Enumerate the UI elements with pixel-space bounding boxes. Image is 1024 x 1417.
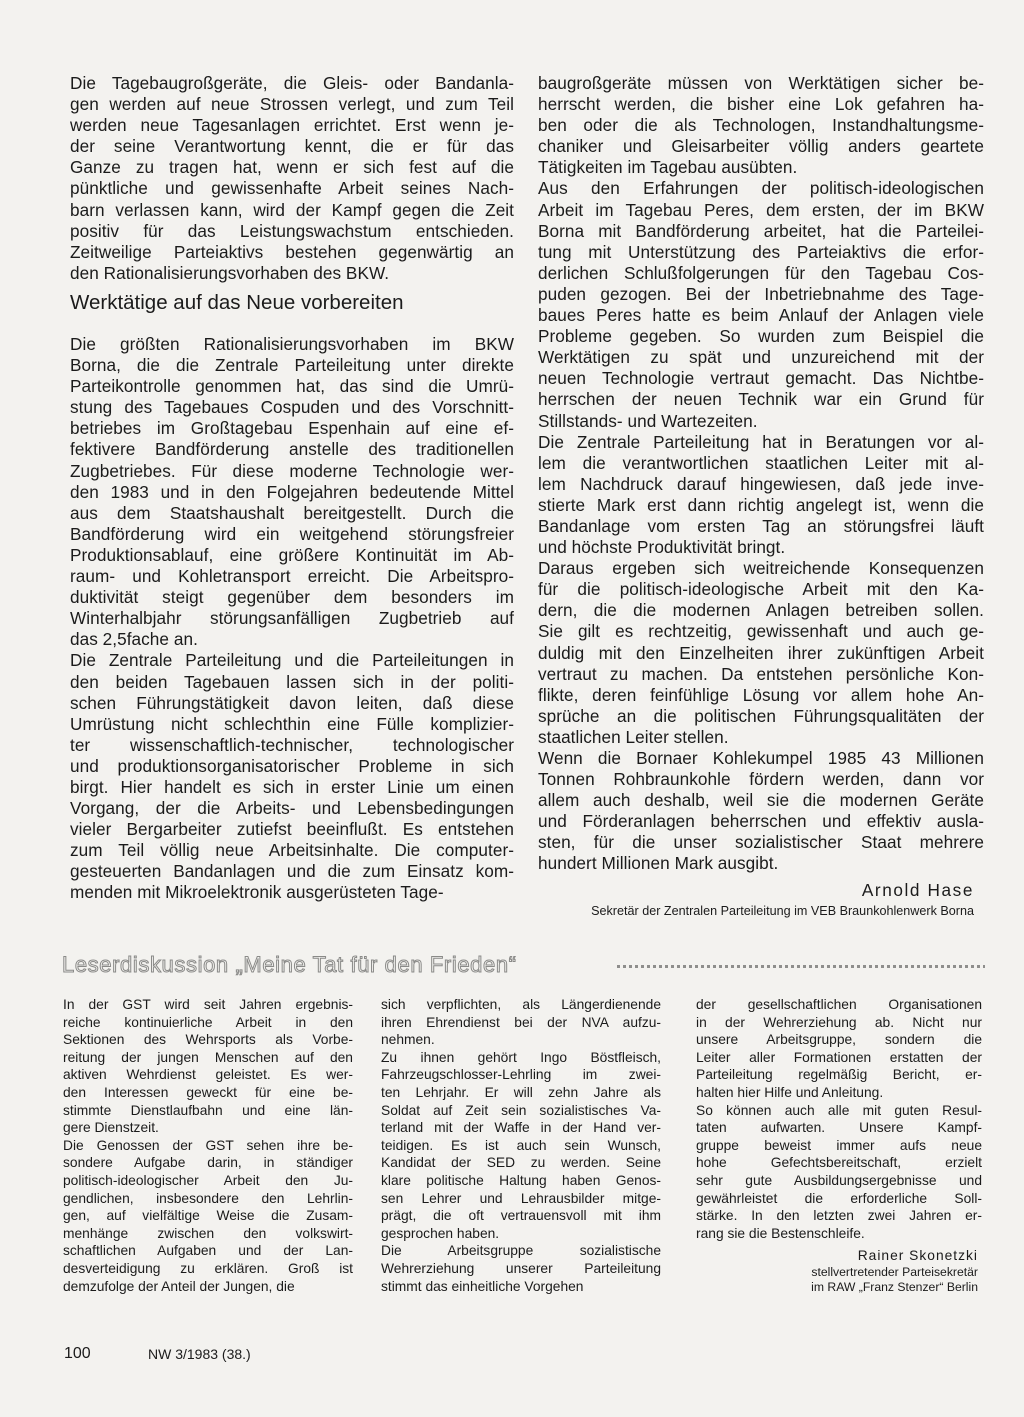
text-line: Wenn die Bornaer Kohlekumpel 1985 43 Millionen — [538, 748, 984, 768]
text-line: stärke. In den letzten zwei Jahren er- — [696, 1208, 982, 1224]
text-line: zum Teil völlig neue Arbeitsinhalte. Die computer- — [70, 840, 514, 861]
text-line: klare politische Haltung haben Genos- — [381, 1172, 661, 1188]
text-line: dern, die die modernen Anlagen betreiben sollen. — [538, 600, 984, 621]
text-line: schaftlichen Aufgaben und der Lan- — [63, 1243, 353, 1259]
text-line: lem die verantwortlichen staatlichen Leiter mit al- — [538, 452, 984, 473]
text-line: stierte Mark erst dann richtig angelegt ist, wenn die — [538, 494, 984, 515]
text-line: teidigen. Es ist auch sein Wunsch, — [381, 1137, 661, 1153]
text-line: ihren Ehrendienst bei der NVA aufzu- — [381, 1014, 661, 1030]
text-line: Soldat auf Zeit sein sozialistisches Va- — [381, 1102, 661, 1118]
text-line: stung des Tagebaues Cospuden und des Vorschnitt- — [70, 397, 514, 418]
text-line: Aus den Erfahrungen der politisch-ideologischen — [538, 178, 984, 199]
reader-discussion-banner — [62, 948, 987, 988]
text-line: ben oder die als Technologen, Instandhaltungsme- — [538, 115, 984, 136]
text-line: Winterhalbjahr störungsanfälligen Zugbetrieb auf — [70, 608, 514, 629]
text-line: birgt. Hier handelt es sich in erster Linie um einen — [70, 776, 514, 797]
top-column-1-body — [70, 334, 514, 904]
text-line: Produktionsablauf, eine größere Kontinuität im Ab- — [70, 544, 514, 565]
page-number: 100 — [64, 1345, 91, 1362]
text-line: vertraut zu machen. Da entstehen persönliche Kon- — [538, 663, 984, 684]
text-line: So können auch alle mit guten Resul- — [696, 1102, 982, 1118]
text-line: Daraus ergeben sich weitreichende Konsequenzen — [538, 558, 984, 579]
text-line: schen Führungstätigkeit davon leiten, daß diese — [70, 692, 514, 713]
text-line: terland mit der Waffe in der Hand ver- — [381, 1120, 661, 1136]
text-line: gesteuerten Bandanlagen und die zum Einsatz kom- — [70, 861, 514, 882]
text-line: reitung der jungen Menschen auf den — [63, 1049, 353, 1065]
text-line: gesprochen haben. — [381, 1225, 500, 1241]
text-line: puden gezogen. Bei der Inbetriebnahme des Tage- — [538, 283, 984, 304]
text-line: allem auch deshalb, weil sie die modernen Geräte — [538, 790, 984, 811]
text-line: Vorgang, der die Arbeits- und Lebensbedingungen — [70, 798, 514, 819]
text-line: in der Wehrerziehung ab. Nicht nur — [696, 1014, 982, 1030]
bottom-column-2 — [381, 996, 661, 1295]
text-line: raum- und Kohletransport erreicht. Die Arbeitspro- — [70, 566, 514, 587]
bottom-column-1 — [63, 996, 353, 1295]
section-heading: Werktätige auf das Neue vorbereiten — [70, 291, 404, 314]
text-line: herrschen der neuen Technik war ein Grund für — [538, 389, 984, 410]
reader-signature — [696, 1247, 978, 1295]
text-line: Zeitweilige Parteiaktivs bestehen gegenwärtig an — [70, 241, 514, 262]
text-line: Kandidat der SED zu werden. Seine — [381, 1155, 661, 1171]
text-line: gere Dienstzeit. — [63, 1120, 159, 1136]
text-line: Werktätigen zu spät und unzureichend mit der — [538, 347, 984, 368]
text-line: desverteidigung zu erklären. Groß ist — [63, 1260, 353, 1276]
text-line: den beiden Tagebauen lassen sich in der politi- — [70, 671, 514, 692]
text-line: Borna, die die Zentrale Parteileitung unter direkte — [70, 355, 514, 376]
text-line: duldig mit den Einzelheiten ihrer zukünftigen Arbeit — [538, 642, 984, 663]
text-line: sondere Aufgabe darin, in ständiger — [63, 1155, 353, 1171]
text-line: und höchste Produktivität bringt. — [538, 537, 786, 558]
text-line: Fahrzeugschlosser-Lehrling im zwei- — [381, 1067, 661, 1083]
text-line: das 2,5fache an. — [70, 629, 198, 650]
text-line: hundert Millionen Mark ausgibt. — [538, 853, 779, 874]
text-line: Bandförderung wird ein weitgehend störungsfreier — [70, 523, 514, 544]
text-line: sen Lehrer und Lehrausbilder mitge- — [381, 1190, 661, 1206]
text-line: Die Zentrale Parteileitung hat in Beratungen vor al- — [538, 431, 984, 452]
text-line: derlichen Schlußfolgerungen für den Tagebau Cos- — [538, 262, 984, 283]
text-line: aktiven Wehrdienst geleistet. Es wer- — [63, 1067, 353, 1083]
text-line: barn verlassen kann, wird der Kampf gegen die Zeit — [70, 199, 514, 220]
text-line: stimmte Dienstlaufbahn und eine län- — [63, 1102, 353, 1118]
text-line: flikte, deren feinfühlige Lösung vor allem hohe An- — [538, 684, 984, 705]
text-line: gen werden auf neue Strossen verlegt, und zum Teil — [70, 94, 514, 115]
text-line: und produktionsorganisatorischer Probleme in sich — [70, 755, 514, 776]
text-line: pünktliche und gewissenhafte Arbeit seines Nach- — [70, 178, 514, 199]
text-line: den 1983 und in den Folgejahren bedeutende Mittel — [70, 481, 514, 502]
text-line: ten Lehrjahr. Er will zehn Jahre als — [381, 1084, 661, 1100]
text-line: sten, für die unser sozialistischer Staat mehrere — [538, 832, 984, 853]
issue-reference: NW 3/1983 (38.) — [148, 1346, 251, 1362]
bottom-column-3 — [696, 996, 982, 1242]
text-line: Zu ihnen gehört Ingo Böstfleisch, — [381, 1049, 661, 1065]
text-line: sprüche an die politischen Führungsqualitäten der — [538, 705, 984, 726]
text-line: Umrüstung nicht schlechthin eine Fülle komplizier- — [70, 713, 514, 734]
text-line: und Förderanlagen beherrschen und effektiv ausla- — [538, 811, 984, 832]
text-line: chaniker und Gleisarbeiter völlig anders geartete — [538, 136, 984, 157]
text-line: Bandanlage vom ersten Tag an störungsfrei läuft — [538, 515, 984, 536]
text-line: Stillstands- und Wartezeiten. — [538, 410, 758, 431]
text-line: Leiter aller Formationen erstatten der — [696, 1049, 982, 1065]
banner-dotted-rule — [617, 965, 985, 968]
text-line: taten aufwarten. Unsere Kampf- — [696, 1120, 982, 1136]
text-line: Parteileitung regelmäßig Bericht, er- — [696, 1067, 982, 1083]
text-line: ter wissenschaftlich-technischer, technologischer — [70, 734, 514, 755]
text-line: positiv für das Leistungswachstum entschieden. — [70, 220, 514, 241]
text-line: für die politisch-ideologische Arbeit mit den Ka- — [538, 579, 984, 600]
text-line: stimmt das einheitliche Vorgehen — [381, 1278, 584, 1294]
text-line: politisch-ideologischer Arbeit den Ju- — [63, 1172, 353, 1188]
text-line: Die Zentrale Parteileitung und die Parteileitungen in — [70, 650, 514, 671]
text-line: hohe Gefechtsbereitschaft, erzielt — [696, 1155, 982, 1171]
banner-title: Leserdiskussion „Meine Tat für den Frieden“ — [62, 952, 517, 977]
text-line: den Interessen geweckt für eine be- — [63, 1084, 353, 1100]
text-line: unsere Arbeitsgruppe, sondern die — [696, 1032, 982, 1048]
text-line: Ganze zu tragen hat, wenn er sich fest auf die — [70, 157, 514, 178]
text-line: herrscht werden, die bisher eine Lok gefahren ha- — [538, 94, 984, 115]
text-line: lem Nachdruck darauf hingewiesen, daß jede inve- — [538, 473, 984, 494]
text-line: der gesellschaftlichen Organisationen — [696, 997, 982, 1012]
author-name: Arnold Hase — [861, 880, 974, 900]
reader-role-line-2: im RAW „Franz Stenzer“ Berlin — [811, 1279, 978, 1294]
text-line: baues Peres hatte es beim Anlauf der Anlagen viele — [538, 305, 984, 326]
text-line: prägt, die oft vertrauensvoll mit ihm — [381, 1208, 661, 1224]
text-line: duktivität steigt gegenüber dem besonders im — [70, 587, 514, 608]
text-line: Die größten Rationalisierungsvorhaben im BKW — [70, 334, 514, 354]
text-line: gen, auf vielfältige Weise die Zusam- — [63, 1208, 353, 1224]
text-line: der seine Verantwortung kennt, die er für das — [70, 136, 514, 157]
text-line: Probleme gegeben. So wurden zum Beispiel die — [538, 326, 984, 347]
text-line: nehmen. — [381, 1032, 435, 1048]
text-line: gendlichen, insbesondere den Lehrlin- — [63, 1190, 353, 1206]
text-line: Die Genossen der GST sehen ihre be- — [63, 1137, 353, 1153]
text-line: gewährleistet die erforderliche Soll- — [696, 1190, 982, 1206]
text-line: Sie gilt es rechtzeitig, gewissenhaft und auch ge- — [538, 621, 984, 642]
text-line: Sektionen des Wehrsports als Vorbe- — [63, 1032, 353, 1048]
text-line: rang sie die Bestenschleife. — [696, 1225, 865, 1241]
text-line: Die Arbeitsgruppe sozialistische — [381, 1243, 661, 1259]
text-line: Wehrerziehung unserer Parteileitung — [381, 1260, 661, 1276]
text-line: Die Tagebaugroßgeräte, die Gleis- oder Bandanla- — [70, 73, 514, 93]
text-line: den Rationalisierungsvorhaben des BKW. — [70, 262, 390, 283]
text-line: neuen Technologie vertraut gemacht. Das Nichtbe- — [538, 368, 984, 389]
top-column-2-body — [538, 73, 984, 875]
text-line: In der GST wird seit Jahren ergebnis- — [63, 997, 353, 1012]
text-line: reiche kontinuierliche Arbeit in den — [63, 1014, 353, 1030]
author-signature — [538, 880, 974, 901]
text-line: staatlichen Leiter stellen. — [538, 726, 729, 747]
text-line: Arbeit im Tagebau Peres, dem ersten, der im BKW — [538, 199, 984, 220]
text-line: tung mit Unterstützung des Parteiaktivs die erfor- — [538, 241, 984, 262]
text-line: sehr gute Ausbildungsergebnisse und — [696, 1172, 982, 1188]
author-role-block — [530, 903, 974, 919]
text-line: betriebes im Großtagebau Espenhain auf eine ef- — [70, 418, 514, 439]
text-line: demzufolge der Anteil der Jungen, die — [63, 1278, 295, 1294]
text-line: menhänge zwischen den volkswirt- — [63, 1225, 353, 1241]
text-line: sich verpflichten, als Längerdienende — [381, 997, 661, 1012]
text-line: fektivere Bandförderung anstelle des traditionellen — [70, 439, 514, 460]
text-line: aus dem Staatshaushalt bereitgestellt. Durch die — [70, 502, 514, 523]
text-line: Borna mit Bandförderung arbeitet, hat die Parteilei- — [538, 220, 984, 241]
text-line: Zugbetriebes. Für diese moderne Technologie wer- — [70, 460, 514, 481]
text-line: vieler Bergarbeiter zutiefst beeinflußt. Es entstehen — [70, 819, 514, 840]
text-line: Parteikontrolle genommen hat, das sind die Umrü- — [70, 376, 514, 397]
top-column-1-intro — [70, 73, 514, 284]
text-line: menden mit Mikroelektronik ausgerüsteten Tage- — [70, 882, 444, 903]
text-line: Tonnen Rohbraunkohle fördern werden, dann vor — [538, 769, 984, 790]
text-line: gruppe beweist immer aufs neue — [696, 1137, 982, 1153]
text-line: werden neue Tagesanlagen errichtet. Erst wenn je- — [70, 115, 514, 136]
reader-role-line-1: stellvertretender Parteisekretär — [811, 1264, 978, 1279]
reader-name: Rainer Skonetzki — [857, 1248, 978, 1263]
text-line: halten hier Hilfe und Anleitung. — [696, 1084, 884, 1100]
author-role: Sekretär der Zentralen Parteileitung im VEB Braunkohlenwerk Borna — [591, 904, 974, 918]
text-line: Tätigkeiten im Tagebau ausübten. — [538, 157, 798, 178]
text-line: baugroßgeräte müssen von Werktätigen sicher be- — [538, 73, 984, 93]
